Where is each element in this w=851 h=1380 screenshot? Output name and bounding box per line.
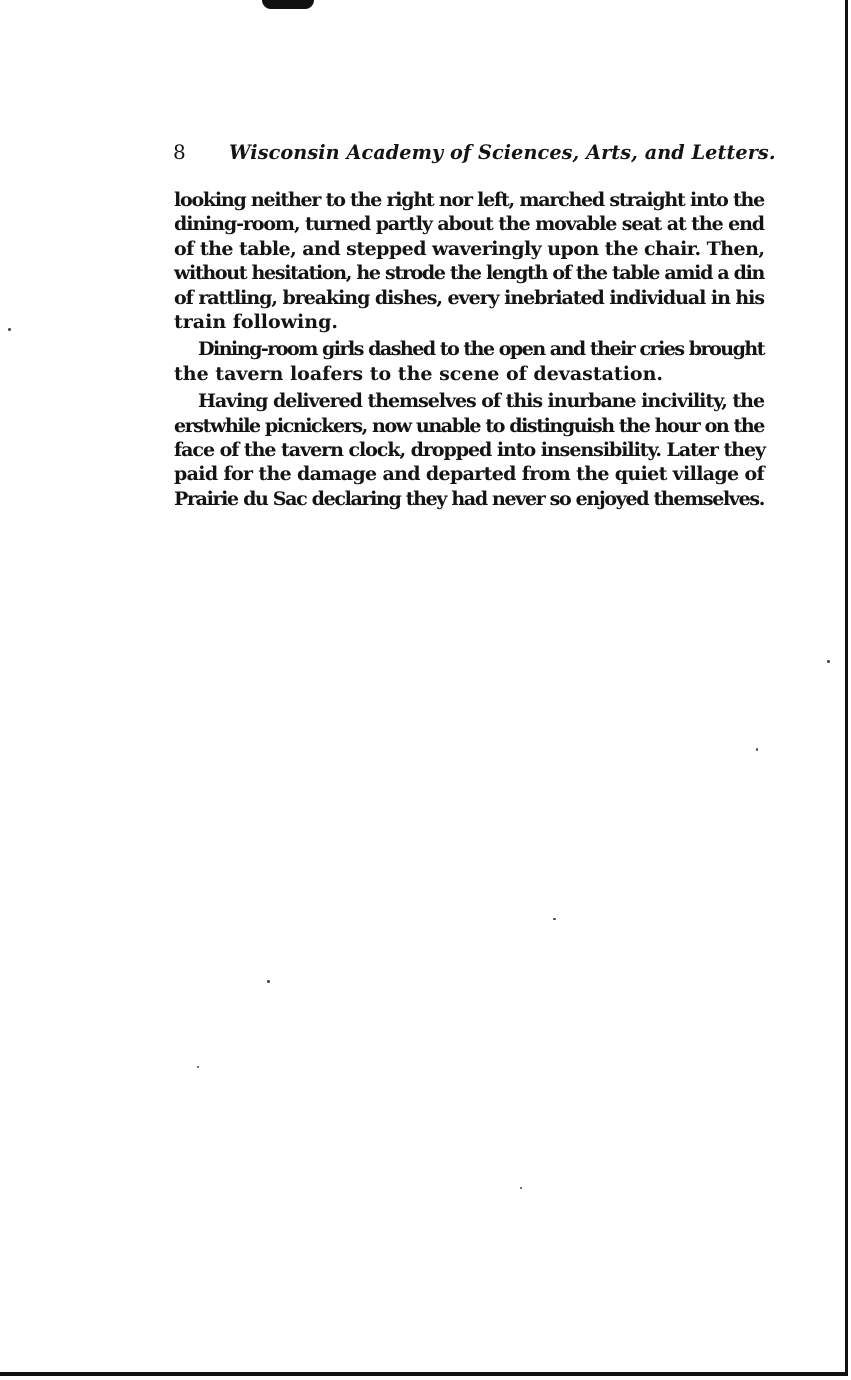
body-text [174, 188, 764, 514]
paragraph-3 [174, 389, 764, 511]
page-number: 8 [173, 140, 186, 164]
running-head: Wisconsin Academy of Sciences, Arts, and Letters. [229, 141, 776, 164]
page-header [173, 140, 776, 164]
text-line: paid for the damage and departed from the quiet village of [174, 463, 764, 486]
scan-speck [553, 918, 556, 920]
text-line: Prairie du Sac declaring they had never so enjoyed themselves. [174, 487, 764, 510]
binding-mark [262, 0, 314, 9]
scan-speck [520, 1187, 522, 1189]
text-line: looking neither to the right nor left, marched straight into the [174, 189, 765, 211]
scan-speck [197, 1066, 199, 1068]
scan-speck [8, 328, 11, 331]
paragraph-2 [174, 337, 764, 386]
text-line: Having delivered themselves of this inurbane incivility, the [198, 390, 764, 413]
text-line: of rattling, breaking dishes, every inebriated individual in his [174, 286, 764, 309]
text-line: face of the tavern clock, dropped into insensibility. Later they [174, 439, 766, 462]
scan-speck [827, 660, 830, 663]
text-line: erstwhile picnickers, now unable to distinguish the hour on the [174, 414, 764, 437]
text-line: of the table, and stepped waveringly upon the chair. Then, [174, 237, 765, 260]
scan-speck [756, 748, 758, 751]
paragraph-1 [174, 188, 764, 334]
scan-speck [267, 980, 270, 983]
text-line: without hesitation, he strode the length of the table amid a din [174, 262, 765, 285]
text-line: Dining-room girls dashed to the open and their cries brought [198, 338, 764, 361]
text-line: dining-room, turned partly about the movable seat at the end [174, 213, 764, 236]
text-line: train following. [174, 311, 338, 334]
text-line: the tavern loafers to the scene of devastation. [174, 362, 664, 385]
